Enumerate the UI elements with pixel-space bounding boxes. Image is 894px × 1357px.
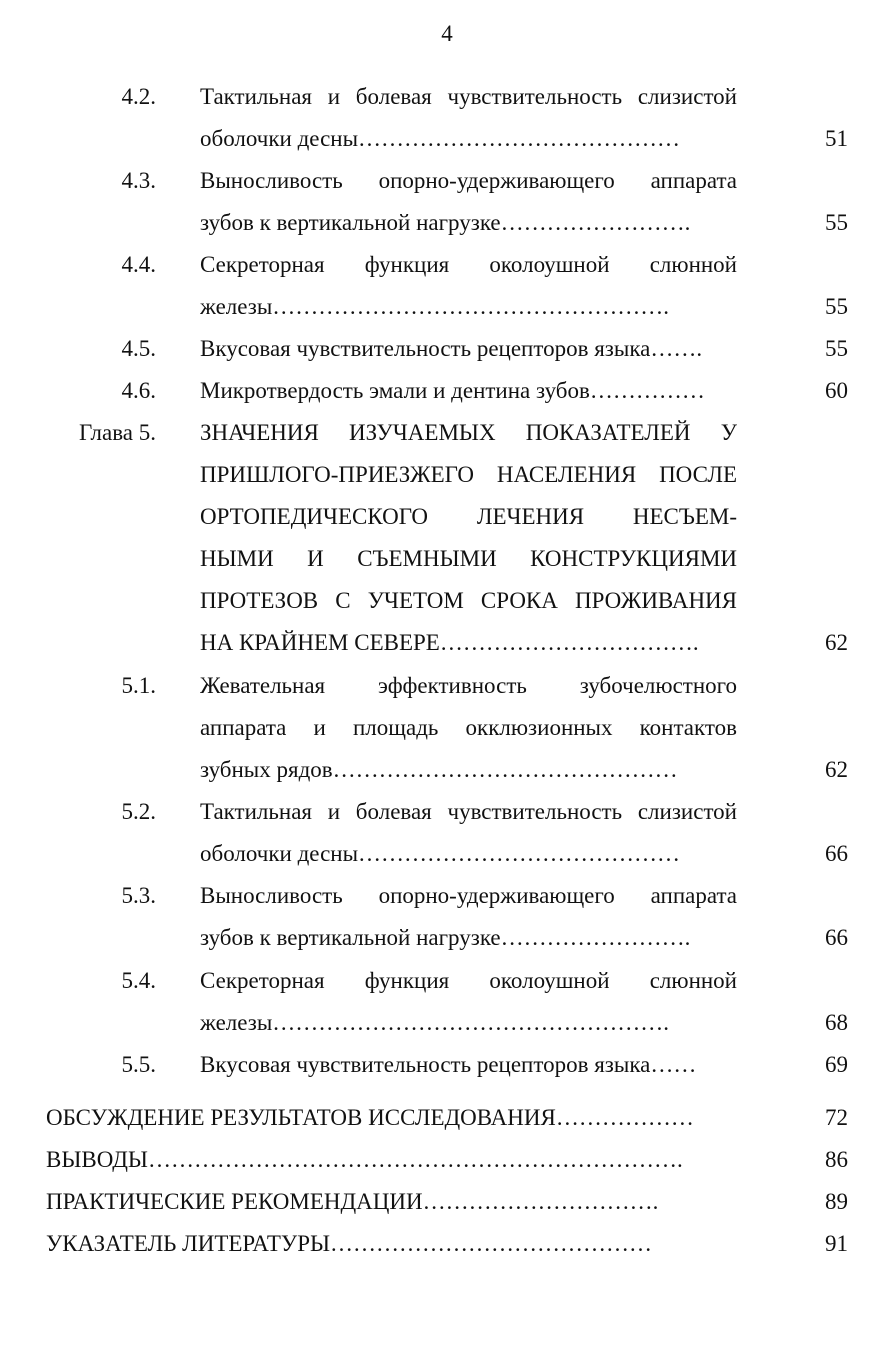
toc-entry-page: 66 (825, 925, 848, 950)
toc-entry-line: ПРИШЛОГО-ПРИЕЗЖЕГО НАСЕЛЕНИЯ ПОСЛЕ (200, 462, 737, 487)
toc-entry-title (200, 875, 737, 959)
toc-entry-page: 62 (825, 630, 848, 655)
toc-entry-title (46, 1097, 731, 1139)
toc-entry-line: Вкусовая чувствительность рецепторов языка…… (200, 1052, 697, 1077)
toc-entry-line: аппарата и площадь окклюзионных контактов (200, 715, 737, 740)
toc-entry-number: 4.4. (121, 252, 156, 277)
page-number: 4 (441, 21, 453, 46)
toc-entry-number: 4.5. (121, 336, 156, 361)
toc-entry-page: 68 (825, 1010, 848, 1035)
toc-entry-line: ОРТОПЕДИЧЕСКОГО ЛЕЧЕНИЯ НЕСЪЕМ- (200, 504, 737, 529)
toc-entry-line: ЗНАЧЕНИЯ ИЗУЧАЕМЫХ ПОКАЗАТЕЛЕЙ У (200, 420, 737, 445)
toc-entry-title (200, 412, 737, 664)
toc-entry-line: Выносливость опорно-удерживающего аппарата (200, 883, 737, 908)
toc-entry-page: 55 (825, 210, 848, 235)
toc-entry-line: железы……………………………………………. (200, 1010, 670, 1035)
toc-entry-number: 5.5. (121, 1052, 156, 1077)
toc-entry-page: 66 (825, 841, 848, 866)
toc-entry-line: зубов к вертикальной нагрузке……………………. (200, 210, 691, 235)
toc-entry-title (200, 76, 737, 160)
toc-entry-line: оболочки десны…………………………………… (200, 126, 681, 151)
toc-entry-number: 4.3. (121, 168, 156, 193)
toc-entry-number: 4.6. (121, 378, 156, 403)
toc-entry-line: Жевательная эффективность зубочелюстного (200, 673, 737, 698)
toc-entry-page: 55 (825, 294, 848, 319)
toc-entry-line: ПРОТЕЗОВ С УЧЕТОМ СРОКА ПРОЖИВАНИЯ (200, 588, 737, 613)
toc-entry-title (46, 1139, 731, 1181)
toc-entry-number: 4.2. (121, 84, 156, 109)
toc-entry-title (200, 370, 737, 412)
toc-entry-page: 60 (825, 378, 848, 403)
toc-entry-number: Глава 5. (78, 420, 156, 445)
toc-entry-line: Выносливость опорно-удерживающего аппарата (200, 168, 737, 193)
toc-entry-title (200, 328, 737, 370)
toc-entry-line: зубов к вертикальной нагрузке……………………. (200, 925, 691, 950)
toc-entry-line: железы……………………………………………. (200, 294, 670, 319)
toc-entry-line: Микротвердость эмали и дентина зубов…………… (200, 378, 705, 403)
toc-entry-line: ПРАКТИЧЕСКИЕ РЕКОМЕНДАЦИИ…………………………. (46, 1189, 659, 1214)
toc-entry-line: ВЫВОДЫ……………………………………………………………. (46, 1147, 683, 1172)
toc-entry-line: НА КРАЙНЕМ СЕВЕРЕ……………………………. (200, 630, 699, 655)
toc-entry-page: 86 (825, 1147, 848, 1172)
toc-entry-number: 5.3. (121, 883, 156, 908)
toc-entry-page: 62 (825, 757, 848, 782)
toc-entry-title (200, 244, 737, 328)
toc-entry-page: 72 (825, 1105, 848, 1130)
toc-entry-line: НЫМИ И СЪЕМНЫМИ КОНСТРУКЦИЯМИ (200, 546, 737, 571)
toc-entry-line: ОБСУЖДЕНИЕ РЕЗУЛЬТАТОВ ИССЛЕДОВАНИЯ……………… (46, 1105, 694, 1130)
toc-entry-page: 89 (825, 1189, 848, 1214)
toc-entry-page: 55 (825, 336, 848, 361)
toc-entry-page: 91 (825, 1231, 848, 1256)
toc-entry-title (200, 1044, 737, 1086)
toc-entry-line: УКАЗАТЕЛЬ ЛИТЕРАТУРЫ…………………………………… (46, 1231, 653, 1256)
toc-entry-title (200, 160, 737, 244)
toc-entry-title (200, 665, 737, 791)
toc-entry-title (200, 791, 737, 875)
toc-entry-title (46, 1223, 731, 1265)
toc-entry-line: зубных рядов……………………………………… (200, 757, 678, 782)
toc-entry-line: Тактильная и болевая чувствительность слизистой (200, 84, 737, 109)
toc-entry-title (200, 960, 737, 1044)
toc-entry-page: 51 (825, 126, 848, 151)
toc-entry-line: Секреторная функция околоушной слюнной (200, 252, 737, 277)
toc-entry-line: Вкусовая чувствительность рецепторов языка……. (200, 336, 703, 361)
toc-entry-line: оболочки десны…………………………………… (200, 841, 681, 866)
toc-entry-number: 5.1. (121, 673, 156, 698)
toc-entry-line: Тактильная и болевая чувствительность слизистой (200, 799, 737, 824)
toc-entry-line: Секреторная функция околоушной слюнной (200, 968, 737, 993)
toc-entry-page: 69 (825, 1052, 848, 1077)
toc-entry-title (46, 1181, 731, 1223)
toc-entry-number: 5.2. (121, 799, 156, 824)
toc-entry-number: 5.4. (121, 968, 156, 993)
